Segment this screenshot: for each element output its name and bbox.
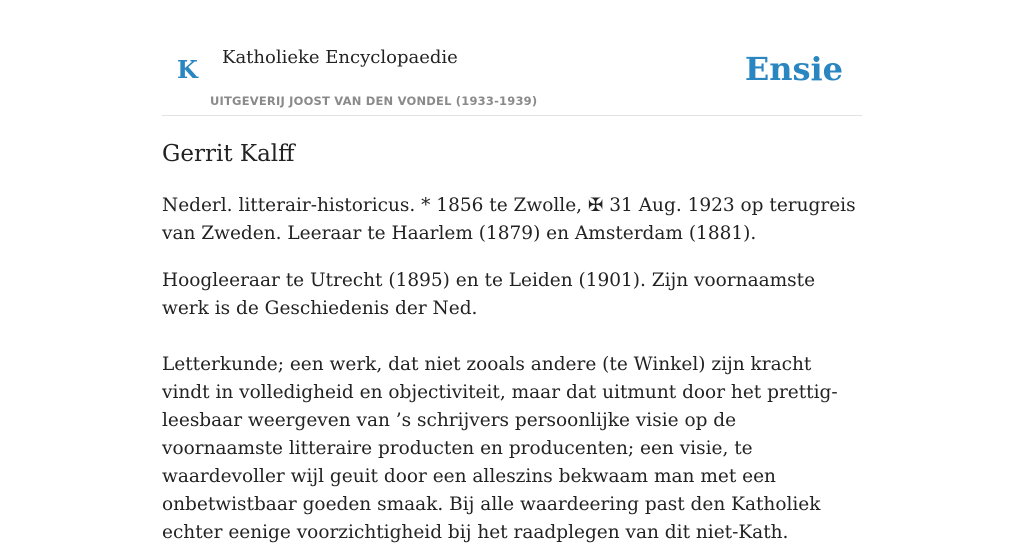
article-paragraph-1: Nederl. litterair-historicus. * 1856 te Zwolle, ✠ 31 Aug. 1923 op terugreis van Zweden. Leeraar te Haarlem (1879) en Amsterdam (1881).: [162, 195, 856, 244]
article-title: Gerrit Kalff: [162, 141, 295, 167]
article-paragraph-3: Letterkunde; een werk, dat niet zooals andere (te Winkel) zijn kracht vindt in volledigheid en objectiviteit, maar dat uitmunt door het prettig-leesbaar weergeven van ’s schrijvers persoonlijke visie op de voornaamste litteraire producten en producenten; een visie, te waardevoller wijl geuit door een alleszins bekwaam man met een onbetwistbaar goeden smaak. Bij alle waardeering past den Katholiek echter eenige voorzichtigheid bij het raadplegen van dit niet-Kath.: [162, 354, 838, 543]
article-paragraph-2: Hoogleeraar te Utrecht (1895) en te Leiden (1901). Zijn voornaamste werk is de Geschiedenis der Ned.: [162, 270, 816, 319]
ensie-logo-link[interactable]: Ensie: [744, 50, 843, 88]
publication-logo[interactable]: K: [177, 55, 198, 84]
publisher-line: UITGEVERIJ JOOST VAN DEN VONDEL (1933-1939): [210, 94, 538, 108]
publication-title[interactable]: Katholieke Encyclopaedie: [222, 47, 458, 68]
article-body: [162, 136, 862, 547]
page-header: [162, 0, 862, 116]
